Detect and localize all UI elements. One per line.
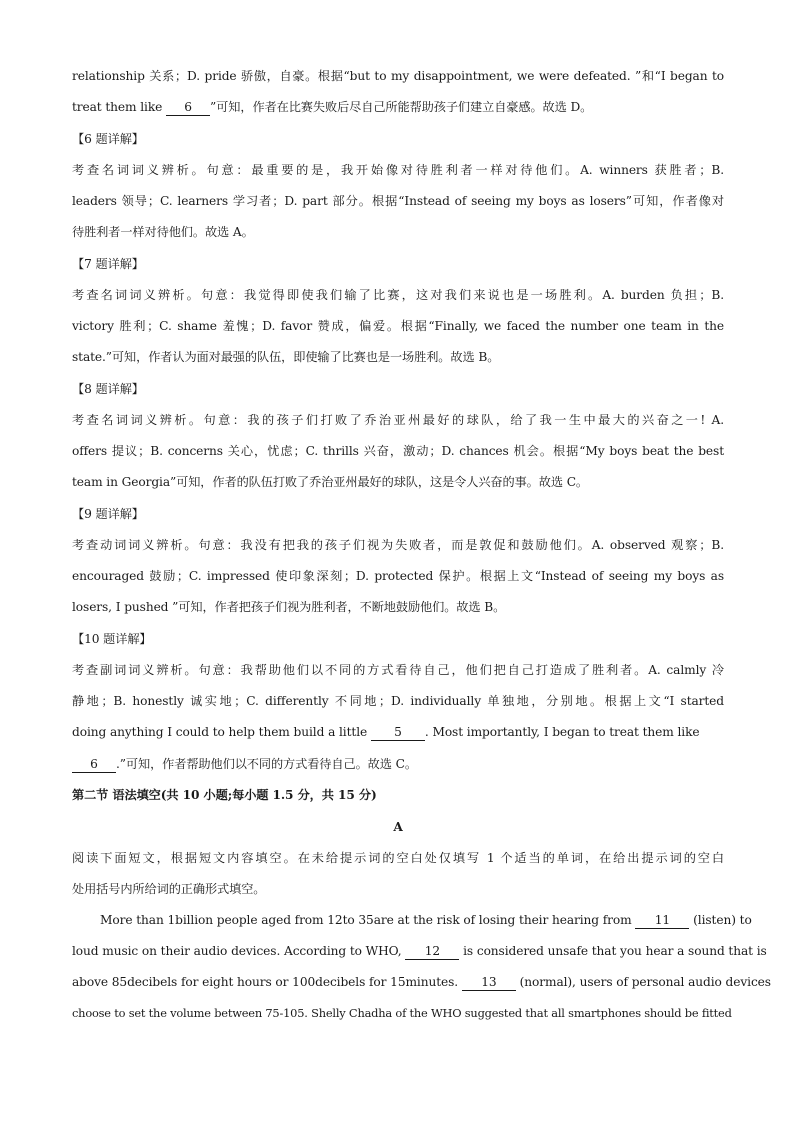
- instruction-line: 阅读下面短文，根据短文内容填空。在未给提示词的空白处仅填写 1 个适当的单词，在给出提示词的空白: [72, 851, 724, 865]
- passage-line: [100, 910, 752, 930]
- instruction-line: 处用括号内所给词的正确形式填空。: [72, 882, 266, 896]
- section-heading: 【9 题详解】: [72, 507, 144, 521]
- section-heading: 【7 题详解】: [72, 257, 144, 271]
- section-heading: 【8 题详解】: [72, 382, 144, 396]
- text-segment: loud music on their audio devices. According to WHO,: [72, 944, 406, 958]
- text-segment: doing anything I could to help them build a little: [72, 725, 371, 739]
- text-line: [72, 722, 724, 742]
- text-line: losers, I pushed ”可知，作者把孩子们视为胜利者，不断地鼓励他们。故选 B。: [72, 600, 506, 614]
- text-segment: ”可知，作者在比赛失败后尽自己所能帮助孩子们建立自豪感。故选 D。: [210, 100, 593, 114]
- answer-blank: 6: [166, 100, 210, 116]
- text-segment: treat them like: [72, 100, 167, 114]
- section-heading: 【10 题详解】: [72, 632, 152, 646]
- answer-blank: 13: [462, 975, 516, 991]
- text-line: state.”可知，作者认为面对最强的队伍，即使输了比赛也是一场胜利。故选 B。: [72, 350, 500, 364]
- text-line: [72, 97, 724, 117]
- answer-blank: 6: [72, 757, 116, 773]
- text-segment: (listen) to: [689, 913, 752, 927]
- part-label: A: [393, 820, 403, 834]
- passage-line: [72, 941, 767, 961]
- text-line: leaders 领导；C. learners 学习者；D. part 部分。根据“Instead of seeing my boys as losers”可知，作者像对: [72, 194, 724, 208]
- passage-line: choose to set the volume between 75-105. Shelly Chadha of the WHO suggested that all smartphones should be fitted: [72, 1006, 732, 1020]
- passage-line: [72, 972, 771, 992]
- text-segment: More than 1billion people aged from 12to 35are at the risk of losing their hearing from: [100, 913, 636, 927]
- text-segment: (normal), users of personal audio devices: [515, 975, 771, 989]
- text-line: 考查副词词义辨析。句意：我帮助他们以不同的方式看待自己，他们把自己打造成了胜利者。A. calmly 冷: [72, 663, 724, 677]
- answer-blank: 11: [635, 913, 689, 929]
- text-line: 考查动词词义辨析。句意：我没有把我的孩子们视为失败者，而是敦促和鼓励他们。A. observed 观察；B.: [72, 538, 724, 552]
- text-line: 待胜利者一样对待他们。故选 A。: [72, 225, 254, 239]
- text-line: 静地；B. honestly 诚实地；C. differently 不同地；D. individually 单独地，分别地。根据上文“I started: [72, 694, 724, 708]
- answer-blank: 5: [371, 725, 425, 741]
- text-line: [72, 754, 724, 774]
- text-line: 考查名词词义辨析。句意：最重要的是，我开始像对待胜利者一样对待他们。A. winners 获胜者；B.: [72, 163, 724, 177]
- answer-blank: 12: [405, 944, 459, 960]
- text-line: 考查名词词义辨析。句意：我觉得即使我们输了比赛，这对我们来说也是一场胜利。A. burden 负担；B.: [72, 288, 724, 302]
- text-line: victory 胜利；C. shame 羞愧；D. favor 赞成，偏爱。根据“Finally, we faced the number one team in the: [72, 319, 724, 333]
- text-line: team in Georgia”可知，作者的队伍打败了乔治亚州最好的球队，这是令人兴奋的事。故选 C。: [72, 475, 589, 489]
- section-title: 第二节 语法填空(共 10 小题;每小题 1.5 分，共 15 分): [72, 788, 377, 802]
- text-line: encouraged 鼓励；C. impressed 使印象深刻；D. protected 保护。根据上文“Instead of seeing my boys as: [72, 569, 724, 583]
- text-segment: is considered unsafe that you hear a sound that is: [459, 944, 767, 958]
- section-heading: 【6 题详解】: [72, 132, 144, 146]
- text-segment: .”可知，作者帮助他们以不同的方式看待自己。故选 C。: [116, 757, 417, 771]
- text-segment: . Most importantly, I began to treat them like: [424, 725, 700, 739]
- text-line: relationship 关系；D. pride 骄傲，自豪。根据“but to my disappointment, we were defeated. ”和“I began to: [72, 69, 724, 83]
- text-line: 考查名词词义辨析。句意：我的孩子们打败了乔治亚州最好的球队，给了我一生中最大的兴奋之一! A.: [72, 413, 724, 427]
- text-segment: above 85decibels for eight hours or 100decibels for 15minutes.: [72, 975, 462, 989]
- text-line: offers 提议；B. concerns 关心，忧虑；C. thrills 兴奋，激动；D. chances 机会。根据“My boys beat the best: [72, 444, 724, 458]
